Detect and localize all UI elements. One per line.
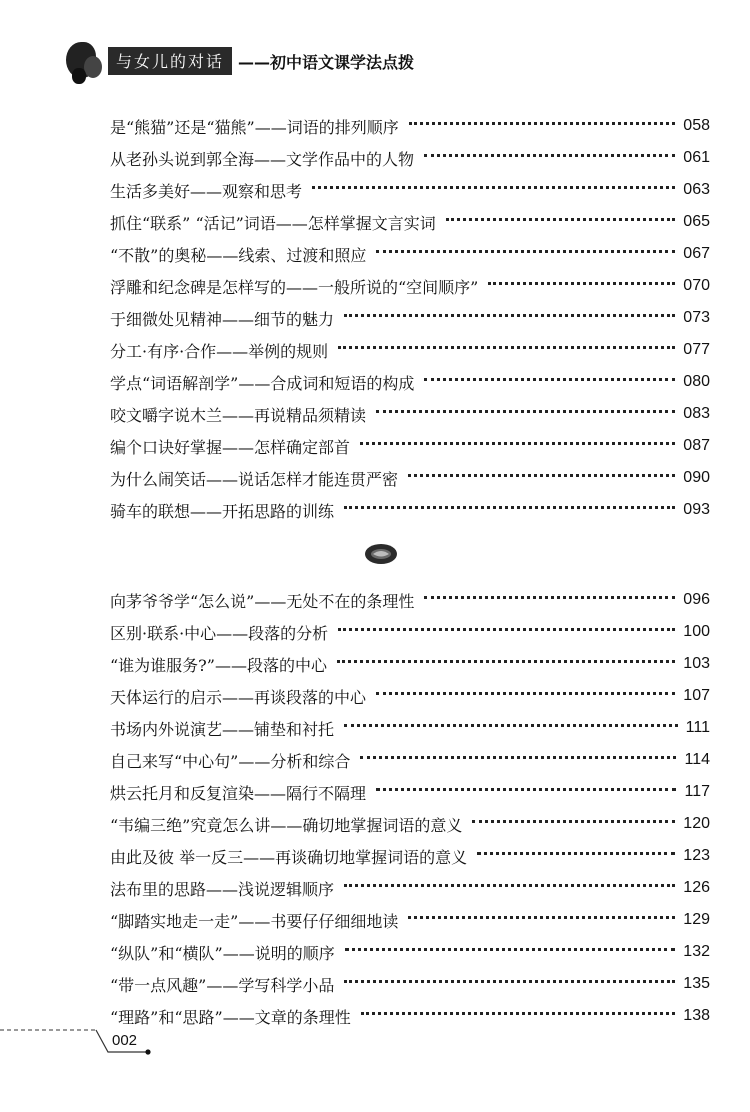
dot-leader — [477, 852, 675, 855]
toc-entry-page: 114 — [684, 751, 710, 768]
toc-entry-title: “谁为谁服务?”——段落的中心 — [110, 655, 327, 675]
dot-leader — [376, 250, 675, 253]
toc-entry-page: 103 — [683, 655, 710, 672]
toc-entry-page: 096 — [683, 591, 710, 608]
toc-entry-page: 063 — [683, 181, 710, 198]
toc-entry-title: 自己来写“中心句”——分析和综合 — [110, 751, 351, 771]
dot-leader — [338, 346, 675, 349]
toc-entry[interactable] — [110, 174, 710, 206]
toc-entry-page: 058 — [683, 117, 710, 134]
toc-entry-title: “理路”和“思路”——文章的条理性 — [110, 1007, 351, 1027]
toc-entry[interactable] — [110, 302, 710, 334]
toc-entry-title: “带一点风趣”——学写科学小品 — [110, 975, 335, 995]
dot-leader — [360, 442, 675, 445]
toc-entry-page: 090 — [683, 469, 710, 486]
toc-entry-page: 061 — [683, 149, 710, 166]
toc-entry-page: 120 — [683, 815, 710, 832]
toc-entry[interactable] — [110, 616, 710, 648]
dot-leader — [345, 948, 676, 951]
toc-entry-page: 065 — [683, 213, 710, 230]
toc-entry-title: “脚踏实地走一走”——书要仔仔细细地读 — [110, 911, 399, 931]
toc-entry[interactable] — [110, 936, 710, 968]
toc-entry-title: 生活多美好——观察和思考 — [110, 181, 303, 201]
toc-entry[interactable] — [110, 494, 710, 526]
toc-entry[interactable] — [110, 430, 710, 462]
toc-entry-page: 126 — [683, 879, 710, 896]
toc-entry-title: 学点“词语解剖学”——合成词和短语的构成 — [110, 373, 415, 393]
toc-entry-page: 087 — [683, 437, 710, 454]
toc-entry[interactable] — [110, 334, 710, 366]
book-subtitle: ——初中语文课学法点拨 — [238, 52, 415, 72]
header-band — [108, 47, 414, 75]
dot-leader — [424, 596, 675, 599]
toc-entry[interactable] — [110, 648, 710, 680]
toc-entry-page: 135 — [683, 975, 710, 992]
toc-entry-title: “不散”的奥秘——线索、过渡和照应 — [110, 245, 367, 265]
toc-entry-title: 抓住“联系” “活记”词语——怎样掌握文言实词 — [110, 213, 436, 233]
dot-leader — [360, 756, 676, 759]
dot-leader — [312, 186, 675, 189]
toc-entry[interactable] — [110, 744, 710, 776]
toc-entry[interactable] — [110, 238, 710, 270]
toc-entry-title: 天体运行的启示——再谈段落的中心 — [110, 687, 367, 707]
toc-entry-title: 从老孙头说到郭全海——文学作品中的人物 — [110, 149, 415, 169]
toc-entry-title: 于细微处见精神——细节的魅力 — [110, 309, 335, 329]
toc-entry[interactable] — [110, 680, 710, 712]
toc-entry-title: “韦编三绝”究竟怎么讲——确切地掌握词语的意义 — [110, 815, 463, 835]
toc-entry-title: 由此及彼 举一反三——再谈确切地掌握词语的意义 — [110, 847, 468, 867]
toc-entry[interactable] — [110, 110, 710, 142]
dot-leader — [344, 314, 675, 317]
toc-entry-page: 117 — [684, 783, 710, 800]
dot-leader — [409, 122, 676, 125]
toc-entry-page: 080 — [683, 373, 710, 390]
toc-entry[interactable] — [110, 904, 710, 936]
toc-entry-page: 073 — [683, 309, 710, 326]
toc-section-2 — [110, 584, 710, 1032]
dot-leader — [338, 628, 675, 631]
dot-leader — [344, 980, 675, 983]
toc-section-1 — [110, 110, 710, 526]
page-footer — [0, 1022, 750, 1082]
dot-leader — [488, 282, 675, 285]
dot-leader — [376, 410, 675, 413]
dot-leader — [337, 660, 675, 663]
dot-leader — [424, 378, 675, 381]
toc-entry-page: 077 — [683, 341, 710, 358]
running-header — [62, 36, 414, 86]
toc-entry[interactable] — [110, 584, 710, 616]
dot-leader — [361, 1012, 676, 1015]
toc-entry-title: 咬文嚼字说木兰——再说精品须精读 — [110, 405, 367, 425]
toc-entry-page: 129 — [683, 911, 710, 928]
toc-entry-page: 083 — [683, 405, 710, 422]
toc-entry-title: 为什么闹笑话——说话怎样才能连贯严密 — [110, 469, 399, 489]
toc-entry-title: 书场内外说演艺——铺垫和衬托 — [110, 719, 335, 739]
toc-entry-page: 111 — [685, 719, 710, 736]
toc-entry-title: 向茅爷爷学“怎么说”——无处不在的条理性 — [110, 591, 415, 611]
toc-entry[interactable] — [110, 398, 710, 430]
dot-leader — [376, 692, 675, 695]
toc-entry-page: 070 — [683, 277, 710, 294]
toc-entry-title: “纵队”和“横队”——说明的顺序 — [110, 943, 335, 963]
toc-entry[interactable] — [110, 840, 710, 872]
page-number: 002 — [112, 1032, 138, 1049]
dot-leader — [344, 884, 675, 887]
toc-entry-title: 分工·有序·合作——举例的规则 — [110, 341, 329, 361]
header-logo-icon — [62, 36, 106, 86]
dot-leader — [446, 218, 675, 221]
toc-entry[interactable] — [110, 366, 710, 398]
toc-entry-page: 123 — [683, 847, 710, 864]
toc-entry[interactable] — [110, 270, 710, 302]
toc-entry-title: 骑车的联想——开拓思路的训练 — [110, 501, 335, 521]
section-ornament-icon — [364, 542, 398, 566]
toc-entry[interactable] — [110, 968, 710, 1000]
toc-entry-page: 132 — [683, 943, 710, 960]
toc-entry[interactable] — [110, 712, 710, 744]
dot-leader — [344, 506, 675, 509]
dot-leader — [408, 916, 675, 919]
toc-entry[interactable] — [110, 142, 710, 174]
toc-entry-title: 烘云托月和反复渲染——隔行不隔理 — [110, 783, 367, 803]
toc-entry[interactable] — [110, 808, 710, 840]
dot-leader — [408, 474, 675, 477]
toc-entry[interactable] — [110, 776, 710, 808]
toc-entry-title: 区别·联系·中心——段落的分析 — [110, 623, 329, 643]
toc-entry-page: 100 — [683, 623, 710, 640]
toc-entry[interactable] — [110, 872, 710, 904]
dot-leader — [376, 788, 676, 791]
toc-entry[interactable] — [110, 462, 710, 494]
toc-entry[interactable] — [110, 206, 710, 238]
toc-entry-title: 法布里的思路——浅说逻辑顺序 — [110, 879, 335, 899]
toc-entry-title: 编个口诀好掌握——怎样确定部首 — [110, 437, 351, 457]
toc-entry-page: 107 — [683, 687, 710, 704]
dot-leader — [344, 724, 678, 727]
book-title: 与女儿的对话 — [108, 47, 232, 75]
dot-leader — [472, 820, 675, 823]
toc-entry-page: 138 — [683, 1007, 710, 1024]
toc-entry-title: 是“熊猫”还是“猫熊”——词语的排列顺序 — [110, 117, 399, 137]
toc-entry-page: 067 — [683, 245, 710, 262]
toc-entry-page: 093 — [683, 501, 710, 518]
toc-entry-title: 浮雕和纪念碑是怎样写的——一般所说的“空间顺序” — [110, 277, 479, 297]
dot-leader — [424, 154, 675, 157]
